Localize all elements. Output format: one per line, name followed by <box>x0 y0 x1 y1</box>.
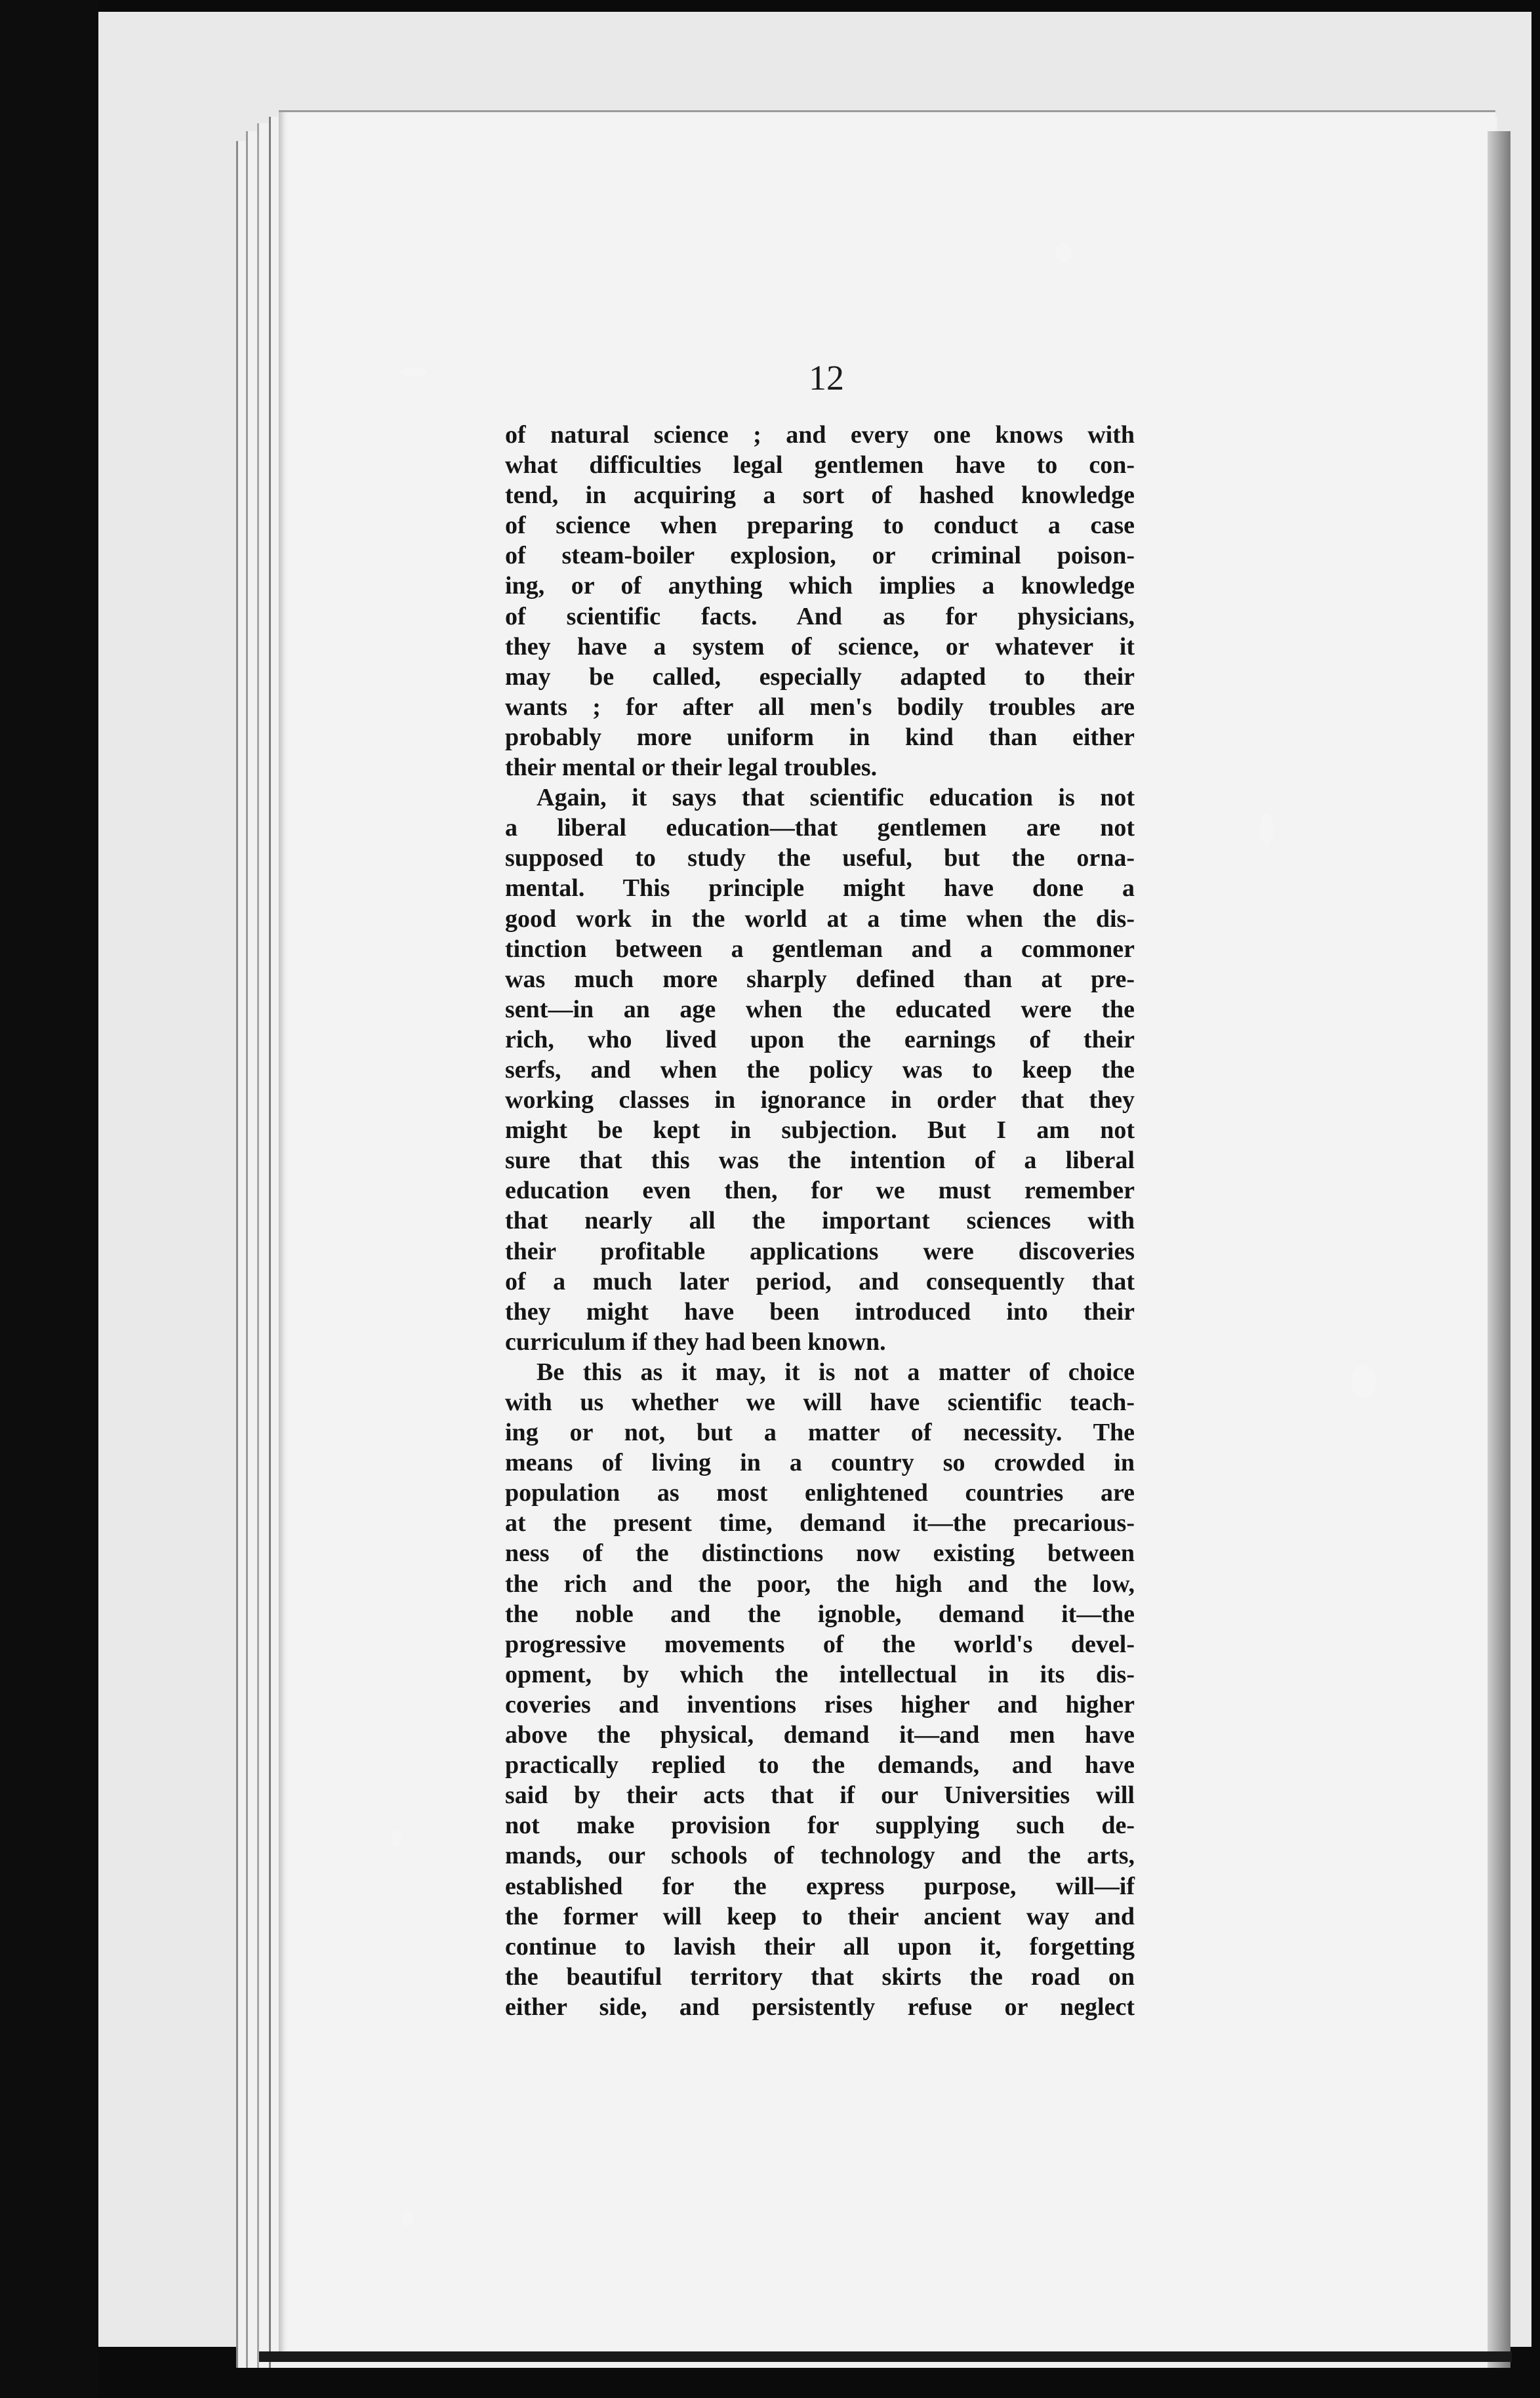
text-line: working classes in ignorance in order that they <box>505 1086 1135 1114</box>
text-line: that nearly all the important sciences with <box>505 1207 1135 1235</box>
text-line: coveries and inventions rises higher and higher <box>505 1690 1135 1718</box>
text-line: they might have been introduced into their <box>505 1297 1135 1326</box>
text-line: ing or not, but a matter of necessity. The <box>505 1419 1135 1447</box>
text-line: education even then, for we must remember <box>505 1177 1135 1205</box>
dust-speck <box>1351 1364 1376 1398</box>
text-line: population as most enlightened countries are <box>505 1479 1135 1507</box>
text-line: serfs, and when the policy was to keep the <box>505 1055 1135 1084</box>
text-line: sure that this was the intention of a liberal <box>505 1147 1135 1175</box>
dust-speck <box>401 2210 413 2226</box>
text-line: tend, in acquiring a sort of hashed knowledge <box>505 481 1135 510</box>
text-line: was much more sharply defined than at pre- <box>505 965 1135 993</box>
dust-speck <box>1259 813 1274 845</box>
text-line: Again, it says that scientific education is not <box>537 784 1135 812</box>
text-line: of natural science ; and every one knows with <box>505 421 1135 449</box>
text-line: not make provision for supplying such de- <box>505 1812 1135 1840</box>
text-line: of steam-boiler explosion, or criminal poison- <box>505 542 1135 570</box>
text-line: above the physical, demand it—and men have <box>505 1721 1135 1749</box>
text-line: practically replied to the demands, and have <box>505 1751 1135 1779</box>
text-line: supposed to study the useful, but the orna- <box>505 844 1135 872</box>
text-line: tinction between a gentleman and a commoner <box>505 935 1135 963</box>
text-line: the beautiful territory that skirts the road on <box>505 1962 1135 1991</box>
dust-speck <box>400 367 426 376</box>
text-line: ing, or of anything which implies a knowledge <box>505 572 1135 600</box>
text-line: the noble and the ignoble, demand it—the <box>505 1600 1135 1628</box>
text-line: may be called, especially adapted to their <box>505 662 1135 691</box>
text-line: sent—in an age when the educated were the <box>505 995 1135 1023</box>
text-line: a liberal education—that gentlemen are not <box>505 814 1135 842</box>
text-line: either side, and persistently refuse or neglect <box>505 1993 1135 2021</box>
text-line: probably more uniform in kind than either <box>505 723 1135 751</box>
text-line: the rich and the poor, the high and the low, <box>505 1570 1135 1598</box>
text-line: continue to lavish their all upon it, forgetting <box>505 1932 1135 1961</box>
body-text <box>505 420 1135 2022</box>
text-line: they have a system of science, or whatever it <box>505 632 1135 660</box>
page-number: 12 <box>809 358 844 397</box>
text-line: their profitable applications were discoveries <box>505 1237 1135 1265</box>
dust-speck <box>391 1830 401 1847</box>
text-line: of science when preparing to conduct a case <box>505 512 1135 540</box>
book-gutter-shadow <box>1488 131 1510 2368</box>
text-line: mental. This principle might have done a <box>505 874 1135 903</box>
text-line: established for the express purpose, will—if <box>505 1872 1135 1900</box>
text-line: said by their acts that if our Universities will <box>505 1781 1135 1810</box>
text-line: the former will keep to their ancient way and <box>505 1902 1135 1930</box>
text-line: might be kept in subjection. But I am not <box>505 1116 1135 1145</box>
text-line: their mental or their legal troubles. <box>505 754 878 782</box>
dust-speck <box>1056 243 1072 262</box>
text-line: ness of the distinctions now existing between <box>505 1539 1135 1568</box>
text-line: means of living in a country so crowded in <box>505 1449 1135 1477</box>
text-line: mands, our schools of technology and the arts, <box>505 1842 1135 1870</box>
scan-left-margin <box>0 0 98 2398</box>
text-line: with us whether we will have scientific teach- <box>505 1389 1135 1416</box>
text-line: curriculum if they had been known. <box>505 1328 886 1356</box>
text-line: wants ; for after all men's bodily troubles are <box>505 693 1135 721</box>
text-line: of a much later period, and consequently that <box>505 1267 1135 1295</box>
text-line: rich, who lived upon the earnings of their <box>505 1025 1135 1053</box>
text-line: good work in the world at a time when the dis- <box>505 904 1135 933</box>
text-line: Be this as it may, it is not a matter of choice <box>537 1358 1135 1386</box>
text-line: at the present time, demand it—the precarious- <box>505 1509 1135 1537</box>
text-line: opment, by which the intellectual in its dis- <box>505 1660 1135 1688</box>
text-line: of scientific facts. And as for physicians, <box>505 602 1135 630</box>
text-line: what difficulties legal gentlemen have to con- <box>505 451 1135 479</box>
book-bottom-edge <box>259 2351 1512 2362</box>
text-line: progressive movements of the world's devel- <box>505 1630 1135 1658</box>
